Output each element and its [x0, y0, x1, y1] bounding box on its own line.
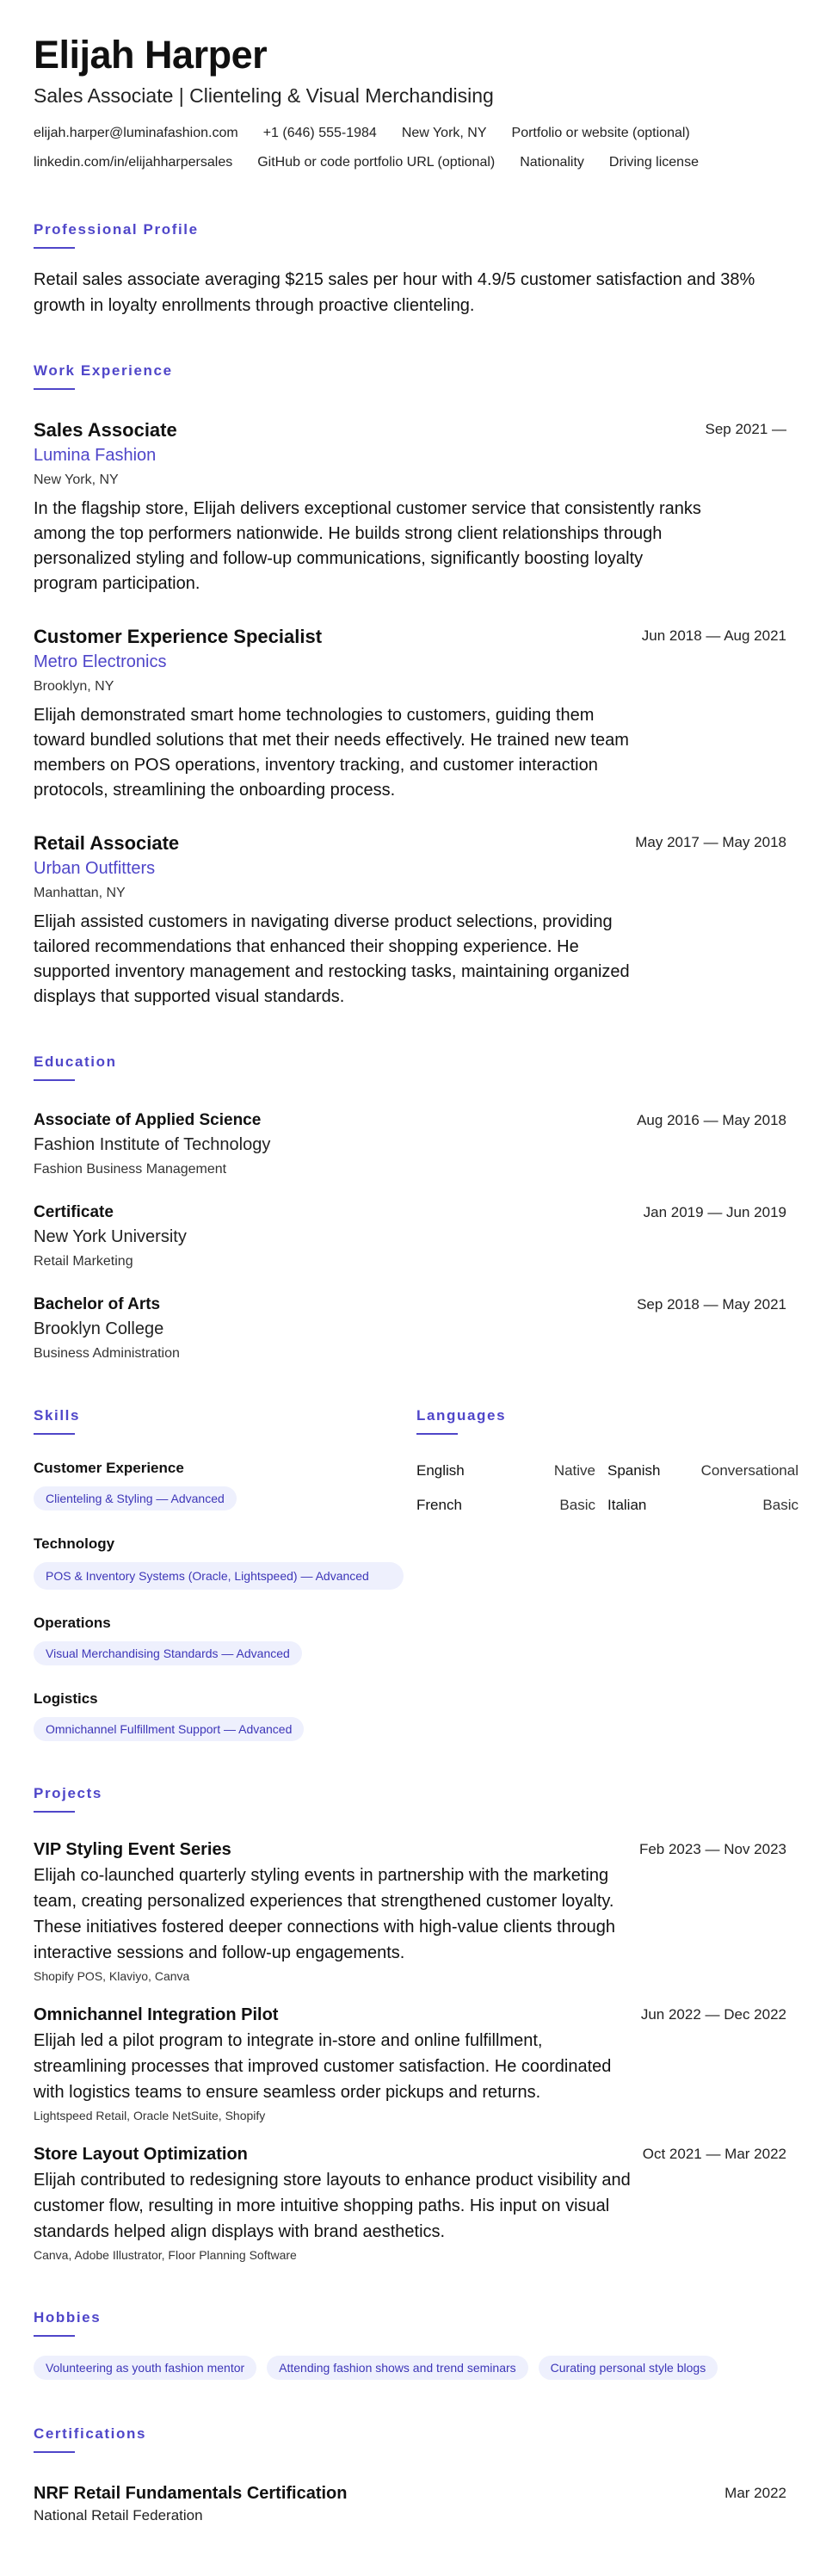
company-name: Metro Electronics	[34, 652, 167, 671]
section-divider	[416, 1433, 458, 1435]
contact-driving-license: Driving license	[608, 155, 699, 170]
profile-summary: Retail sales associate averaging $215 sales per hour with 4.9/5 customer satisfaction and 38% growth in loyalty enrollments through proactive clienteling.	[34, 270, 755, 315]
contact-phone[interactable]: +1 (646) 555-1984	[262, 126, 377, 140]
certification-issuer: National Retail Federation	[34, 2507, 203, 2523]
section-divider	[34, 2451, 75, 2453]
contact-row-secondary	[34, 153, 786, 172]
section-divider	[34, 1433, 75, 1435]
contact-portfolio[interactable]: Portfolio or website (optional)	[511, 126, 690, 140]
job-title: Sales Associate	[34, 419, 177, 441]
project-entry	[34, 2143, 786, 2264]
section-divider	[34, 2335, 75, 2337]
language-name: French	[416, 1497, 462, 1513]
skill-pill: Clienteling & Styling — Advanced	[34, 1486, 237, 1510]
project-description: Elijah led a pilot program to integrate in-store and online fulfillment, streamlining processes that improved customer satisfaction. He coordinated with logistics teams to ensure seamless order pickups and returns.	[34, 2031, 612, 2102]
project-tools: Shopify POS, Klaviyo, Canva	[34, 1969, 190, 1983]
job-dates: Jun 2018 — Aug 2021	[641, 627, 786, 644]
certification-name: NRF Retail Fundamentals Certification	[34, 2484, 348, 2503]
section-divider	[34, 247, 75, 249]
degree: Associate of Applied Science	[34, 1111, 262, 1129]
hobby-pill: Attending fashion shows and trend seminars	[267, 2356, 528, 2380]
skill-pill: Visual Merchandising Standards — Advanced	[34, 1641, 302, 1665]
experience-entry	[34, 831, 786, 1010]
project-dates: Jun 2022 — Dec 2022	[640, 2006, 786, 2023]
job-location: New York, NY	[34, 473, 119, 487]
job-title: Retail Associate	[34, 832, 180, 854]
skill-group	[34, 1614, 404, 1665]
section-certifications	[34, 2425, 786, 2525]
project-description: Elijah co-launched quarterly styling events in partnership with the marketing team, creating personalized experiences that strengthened customer loyalty. These initiatives fostered deeper connections with high-value clients through interactive sessions and follow-up engagements.	[34, 1866, 615, 1962]
company-name: Urban Outfitters	[34, 859, 156, 878]
section-title: Professional Profile	[34, 221, 199, 238]
skill-group	[34, 1690, 404, 1741]
skill-category: Customer Experience	[34, 1460, 184, 1476]
skill-pill: Omnichannel Fulfillment Support — Advanced	[34, 1717, 304, 1741]
section-title: Hobbies	[34, 2309, 102, 2326]
skill-group	[34, 1459, 404, 1510]
job-description: Elijah demonstrated smart home technologies to customers, guiding them toward bundled solutions that met their needs effectively. He trained new team members on POS operations, inventory tracking, and customer interaction protocols, streamlining the onboarding process.	[34, 706, 629, 800]
skill-group	[34, 1535, 404, 1590]
project-dates: Oct 2021 — Mar 2022	[642, 2146, 786, 2162]
project-name: Omnichannel Integration Pilot	[34, 2005, 279, 2024]
language-item	[416, 1461, 595, 1481]
language-name: English	[416, 1462, 465, 1479]
contact-github[interactable]: GitHub or code portfolio URL (optional)	[257, 155, 496, 170]
project-name: Store Layout Optimization	[34, 2145, 248, 2164]
section-title: Projects	[34, 1785, 102, 1801]
skills-languages-row	[34, 1406, 798, 1741]
job-dates: Sep 2021 —	[705, 421, 786, 437]
project-entry	[34, 1838, 786, 1985]
project-tools: Canva, Adobe Illustrator, Floor Planning Software	[34, 2248, 297, 2262]
language-level: Basic	[762, 1497, 798, 1513]
project-dates: Feb 2023 — Nov 2023	[638, 1841, 786, 1857]
degree: Bachelor of Arts	[34, 1295, 161, 1313]
contact-row	[34, 124, 786, 143]
contact-linkedin[interactable]: linkedin.com/in/elijahharpersales	[34, 155, 233, 170]
job-location: Manhattan, NY	[34, 886, 126, 900]
field-of-study: Fashion Business Management	[34, 1162, 227, 1177]
education-dates: Jan 2019 — Jun 2019	[643, 1204, 786, 1220]
education-entry	[34, 1109, 786, 1179]
skill-category: Technology	[34, 1535, 115, 1552]
section-divider	[34, 1811, 75, 1813]
education-entry	[34, 1202, 786, 1271]
language-name: Italian	[607, 1497, 647, 1513]
language-item	[416, 1495, 595, 1516]
field-of-study: Business Administration	[34, 1346, 180, 1361]
section-title: Skills	[34, 1407, 81, 1424]
experience-entry	[34, 418, 786, 596]
contact-email[interactable]: elijah.harper@luminafashion.com	[34, 126, 238, 140]
language-list	[416, 1461, 798, 1516]
job-title: Customer Experience Specialist	[34, 626, 323, 647]
language-item	[607, 1495, 798, 1516]
job-description: Elijah assisted customers in navigating diverse product selections, providing tailored recommendations that enhanced their shopping experience. He supported inventory management and restocking tasks, maintaining organized displays that supported visual standards.	[34, 912, 630, 1006]
section-hobbies	[34, 2308, 786, 2380]
skill-category: Operations	[34, 1615, 111, 1631]
hobby-list	[34, 2356, 786, 2380]
resume-header	[34, 33, 786, 172]
section-skills	[34, 1406, 404, 1741]
certification-date: Mar 2022	[724, 2485, 786, 2501]
section-languages	[416, 1406, 798, 1741]
candidate-name: Elijah Harper	[34, 33, 268, 77]
project-description: Elijah contributed to redesigning store layouts to enhance product visibility and customer flow, resulting in more intuitive shopping paths. His input on visual standards helped align displays with brand aesthetics.	[34, 2171, 631, 2241]
project-entry	[34, 2004, 786, 2124]
language-item	[607, 1461, 798, 1481]
language-level: Native	[553, 1462, 595, 1479]
company-name: Lumina Fashion	[34, 446, 157, 465]
field-of-study: Retail Marketing	[34, 1254, 133, 1269]
section-title: Languages	[416, 1407, 507, 1424]
section-profile	[34, 220, 786, 318]
language-level: Conversational	[700, 1462, 798, 1479]
degree: Certificate	[34, 1203, 114, 1221]
language-name: Spanish	[607, 1462, 661, 1479]
job-location: Brooklyn, NY	[34, 679, 114, 694]
section-experience	[34, 361, 786, 1010]
section-title: Certifications	[34, 2425, 147, 2442]
section-title: Education	[34, 1053, 117, 1070]
hobby-pill: Volunteering as youth fashion mentor	[34, 2356, 256, 2380]
section-education	[34, 1053, 786, 1363]
education-dates: Aug 2016 — May 2018	[637, 1112, 786, 1128]
school-name: New York University	[34, 1227, 187, 1246]
job-description: In the flagship store, Elijah delivers exceptional customer service that consistently ranks among the top performers nationwide. He builds strong client relationships through personalized styling and follow-up communications, significantly boosting loyalty program participation.	[34, 499, 701, 593]
candidate-headline: Sales Associate | Clienteling & Visual Merchandising	[34, 84, 494, 107]
section-divider	[34, 388, 75, 390]
school-name: Brooklyn College	[34, 1319, 164, 1338]
section-title: Work Experience	[34, 362, 173, 379]
language-level: Basic	[559, 1497, 595, 1513]
education-entry	[34, 1294, 786, 1363]
skill-category: Logistics	[34, 1690, 98, 1707]
contact-nationality: Nationality	[520, 155, 584, 170]
section-divider	[34, 1079, 75, 1081]
skill-pill: POS & Inventory Systems (Oracle, Lightspeed) — Advanced	[34, 1562, 404, 1590]
education-dates: Sep 2018 — May 2021	[637, 1296, 786, 1313]
school-name: Fashion Institute of Technology	[34, 1135, 271, 1154]
certification-entry	[34, 2482, 786, 2525]
hobby-pill: Curating personal style blogs	[539, 2356, 718, 2380]
project-tools: Lightspeed Retail, Oracle NetSuite, Shopify	[34, 2109, 266, 2122]
project-name: VIP Styling Event Series	[34, 1840, 231, 1859]
job-dates: May 2017 — May 2018	[635, 834, 786, 850]
experience-entry	[34, 625, 786, 803]
section-projects	[34, 1784, 786, 2264]
contact-location: New York, NY	[401, 126, 487, 140]
